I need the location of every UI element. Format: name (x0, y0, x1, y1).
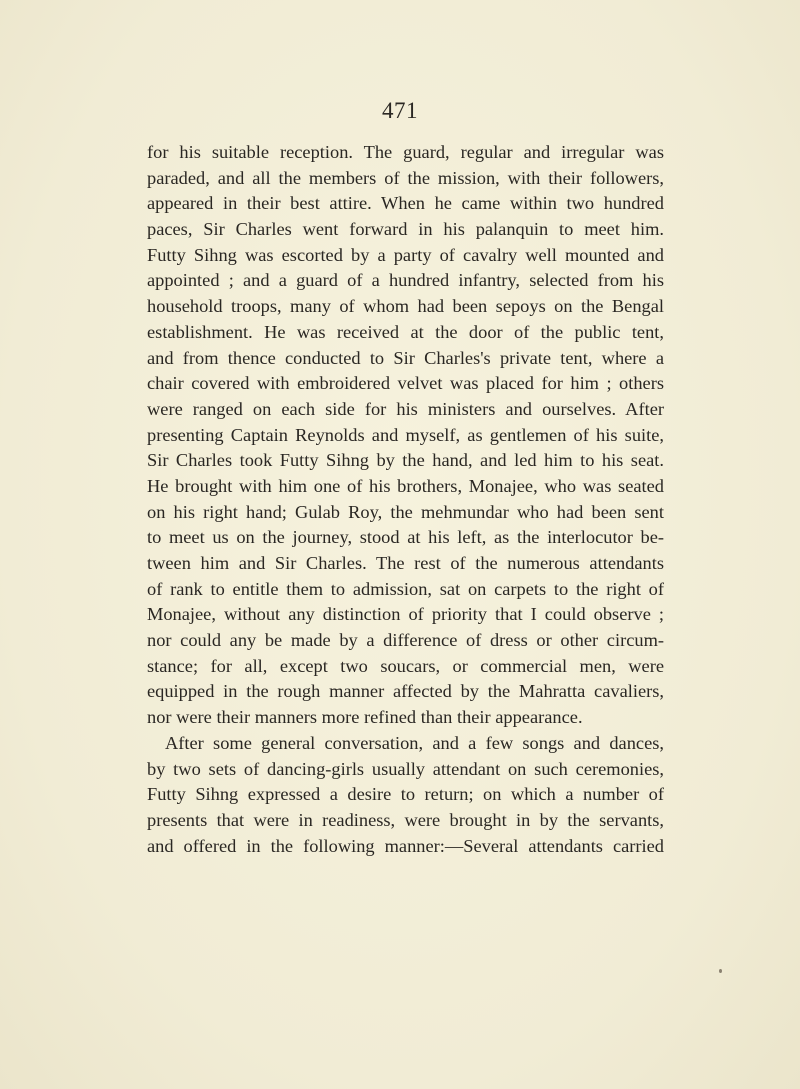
text-line: appeared in their best attire. When he came within two hundred (147, 193, 664, 214)
text-line: After some general conversation, and a few songs and dances, (165, 732, 664, 753)
text-line: were ranged on each side for his ministers and ourselves. After (147, 398, 664, 419)
text-line: paraded, and all the members of the mission, with their followers, (147, 167, 664, 188)
paper-speck (719, 969, 722, 973)
text-line: He brought with him one of his brothers, Monajee, who was seated (147, 475, 664, 496)
text-line: nor could any be made by a difference of dress or other circum- (147, 630, 664, 651)
text-line: by two sets of dancing-girls usually attendant on such ceremonies, (147, 758, 664, 779)
text-line: establishment. He was received at the door of the public tent, (147, 321, 664, 342)
page-number: 471 (382, 98, 418, 123)
text-line: Sir Charles took Futty Sihng by the hand, and led him to his seat. (147, 450, 664, 471)
text-line: presents that were in readiness, were brought in by the servants, (147, 809, 664, 830)
text-line: tween him and Sir Charles. The rest of the numerous attendants (147, 553, 664, 573)
text-line: on his right hand; Gulab Roy, the mehmundar who had been sent (147, 501, 664, 522)
text-line: appointed ; and a guard of a hundred infantry, selected from his (147, 270, 664, 291)
text-line: household troops, many of whom had been sepoys on the Bengal (147, 296, 664, 317)
text-line: Futty Sihng was escorted by a party of cavalry well mounted and (147, 244, 664, 265)
text-line: paces, Sir Charles went forward in his palanquin to meet him. (147, 219, 664, 240)
text-line: for his suitable reception. The guard, regular and irregular was (147, 142, 664, 162)
text-line: Monajee, without any distinction of priority that I could observe ; (147, 604, 664, 625)
text-line: chair covered with embroidered velvet was placed for him ; others (147, 373, 664, 394)
text-line: nor were their manners more refined than their appearance. (147, 707, 583, 728)
text-line: Futty Sihng expressed a desire to return; on which a number of (147, 784, 664, 805)
text-line: presenting Captain Reynolds and myself, as gentlemen of his suite, (147, 424, 664, 445)
text-line: equipped in the rough manner affected by the Mahratta cavaliers, (147, 681, 664, 702)
text-line: of rank to entitle them to admission, sat on carpets to the right of (147, 578, 664, 599)
body-text (147, 140, 664, 859)
text-line: and offered in the following manner:—Several attendants carried (147, 835, 664, 856)
text-line: and from thence conducted to Sir Charles's private tent, where a (147, 347, 664, 368)
text-line: stance; for all, except two soucars, or commercial men, were (147, 655, 664, 676)
text-line: to meet us on the journey, stood at his left, as the interlocutor be- (147, 527, 664, 548)
